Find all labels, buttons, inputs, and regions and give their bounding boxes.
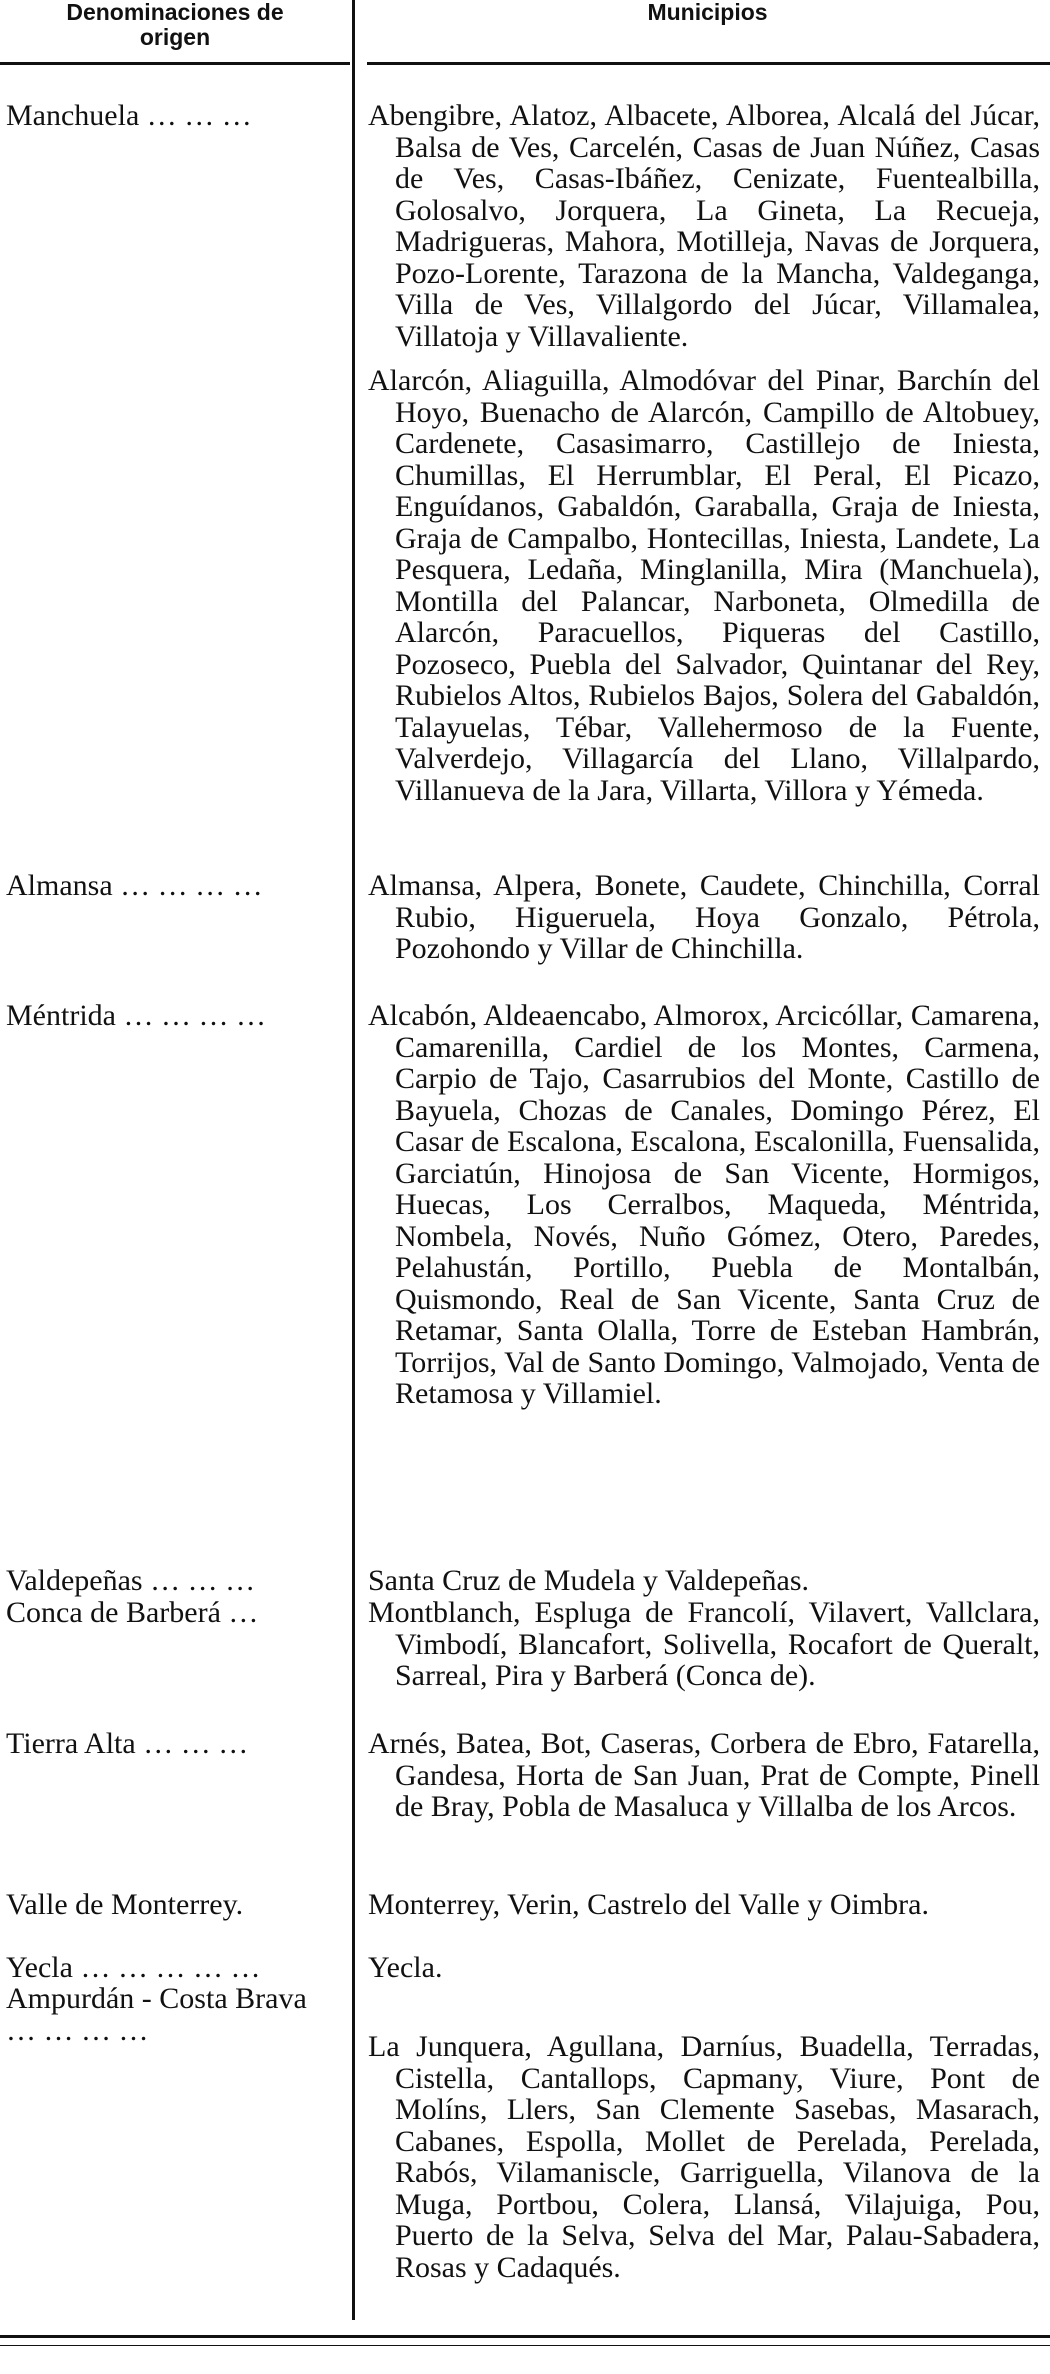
column-divider [352, 0, 355, 2320]
origin-name: Tierra Alta … … … [6, 1727, 249, 1760]
municipality-list: Santa Cruz de Mudela y Valdepeñas. [368, 1564, 809, 1597]
origin-name: Valdepeñas … … … [6, 1564, 256, 1597]
origin-name: Manchuela … … … [6, 99, 252, 132]
origin-name: Méntrida … … … … [6, 999, 266, 1032]
municipality-list: Alarcón, Aliaguilla, Almodóvar del Pinar, Barchín del Hoyo, Buenacho de Alarcón, Campillo de Altobuey, Cardenete, Casasimarro, Castillejo de Iniesta, Chumillas, El Herrumblar, El Peral, El Picazo, Enguídanos, Gabaldón, Garaballa, Graja de Iniesta, Graja de Campalbo, Hontecillas, Iniesta, Landete, La Pesquera, Ledaña, Minglanilla, Mira (Manchuela), Montilla del Palancar, Narboneta, Olmedilla de Alarcón, Paracuellos, Piqueras del Castillo, Pozoseco, Puebla del Salvador, Quintanar del Rey, Rubielos Altos, Rubielos Bajos, Solera del Gabaldón, Talayuelas, Tébar, Vallehermoso de la Fuente, Valverdejo, Villagarcía del Llano, Villalpardo, Villanueva de la Jara, Villarta, Villora y Yémeda. [368, 364, 1040, 807]
bottom-rule [0, 2335, 1050, 2338]
municipality-list: La Junquera, Agullana, Darníus, Buadella, Terradas, Cistella, Cantallops, Capmany, Viure, Pont de Molíns, Llers, San Clemente Sasebas, Masarach, Cabanes, Espolla, Mollet de Perelada, Perelada, Rabós, Vilamaniscle, Garriguella, Vilanova de la Muga, Portbou, Colera, Llansá, Vilajuiga, Pou, Puerto de la Selva, Selva del Mar, Palau-Sabadera, Rosas y Cadaqués. [368, 2030, 1040, 2284]
header-municipalities [365, 0, 1050, 25]
municipality-list: Yecla. [368, 1951, 443, 1984]
municipality-list: Arnés, Batea, Bot, Caseras, Corbera de Ebro, Fatarella, Gandesa, Horta de San Juan, Prat de Compte, Pinell de Bray, Pobla de Masaluca y Villalba de los Arcos. [368, 1727, 1040, 1823]
header-municipalities-label: Municipios [647, 0, 768, 25]
header-rule-left [0, 62, 350, 65]
municipality-list: Abengibre, Alatoz, Albacete, Alborea, Alcalá del Júcar, Balsa de Ves, Carcelén, Casas de Juan Núñez, Casas de Ves, Casas-Ibáñez, Cenizate, Fuentealbilla, Golosalvo, Jorquera, La Gineta, La Recueja, Madrigueras, Mahora, Motilleja, Navas de Jorquera, Pozo-Lorente, Tarazona de la Mancha, Valdeganga, Villa de Ves, Villalgordo del Júcar, Villamalea, Villatoja y Villavaliente. [368, 99, 1040, 353]
header-rule-right [367, 62, 1050, 65]
origin-name: Yecla … … … … … [6, 1951, 261, 1984]
origin-name-text: Ampurdán - Costa Brava … … … … [6, 1982, 307, 2047]
municipality-list: Alcabón, Aldeaencabo, Almorox, Arcicóllar, Camarena, Camarenilla, Cardiel de los Montes, Carmena, Carpio de Tajo, Casarrubios del Monte, Castillo de Bayuela, Chozas de Canales, Domingo Pérez, El Casar de Escalona, Escalona, Escalonilla, Fuensalida, Garciatún, Hinojosa de San Vicente, Hormigos, Huecas, Los Cerralbos, Maqueda, Méntrida, Nombela, Novés, Nuño Gómez, Otero, Paredes, Pelahustán, Portillo, Puebla de Montalbán, Quismondo, Real de San Vicente, Santa Cruz de Retamar, Santa Olalla, Torre de Esteban Hambrán, Torrijos, Val de Santo Domingo, Valmojado, Venta de Retamosa y Villamiel. [368, 999, 1040, 1410]
origin-name: Conca de Barberá … [6, 1596, 259, 1629]
municipality-list: Monterrey, Verin, Castrelo del Valle y Oimbra. [368, 1888, 929, 1921]
bottom-rule-thin [0, 2345, 1050, 2346]
header-origin [0, 0, 350, 50]
origin-name [6, 1983, 344, 2046]
origin-name: Valle de Monterrey. [6, 1888, 244, 1921]
header-origin-label: Denominaciones de origen [66, 0, 284, 50]
municipality-list: Almansa, Alpera, Bonete, Caudete, Chinchilla, Corral Rubio, Higueruela, Hoya Gonzalo, Pétrola, Pozohondo y Villar de Chinchilla. [368, 869, 1040, 965]
municipality-list: Montblanch, Espluga de Francolí, Vilavert, Vallclara, Vimbodí, Blancafort, Solivella, Rocafort de Queralt, Sarreal, Pira y Barberá (Conca de). [368, 1596, 1040, 1692]
origin-name: Almansa … … … … [6, 869, 263, 902]
